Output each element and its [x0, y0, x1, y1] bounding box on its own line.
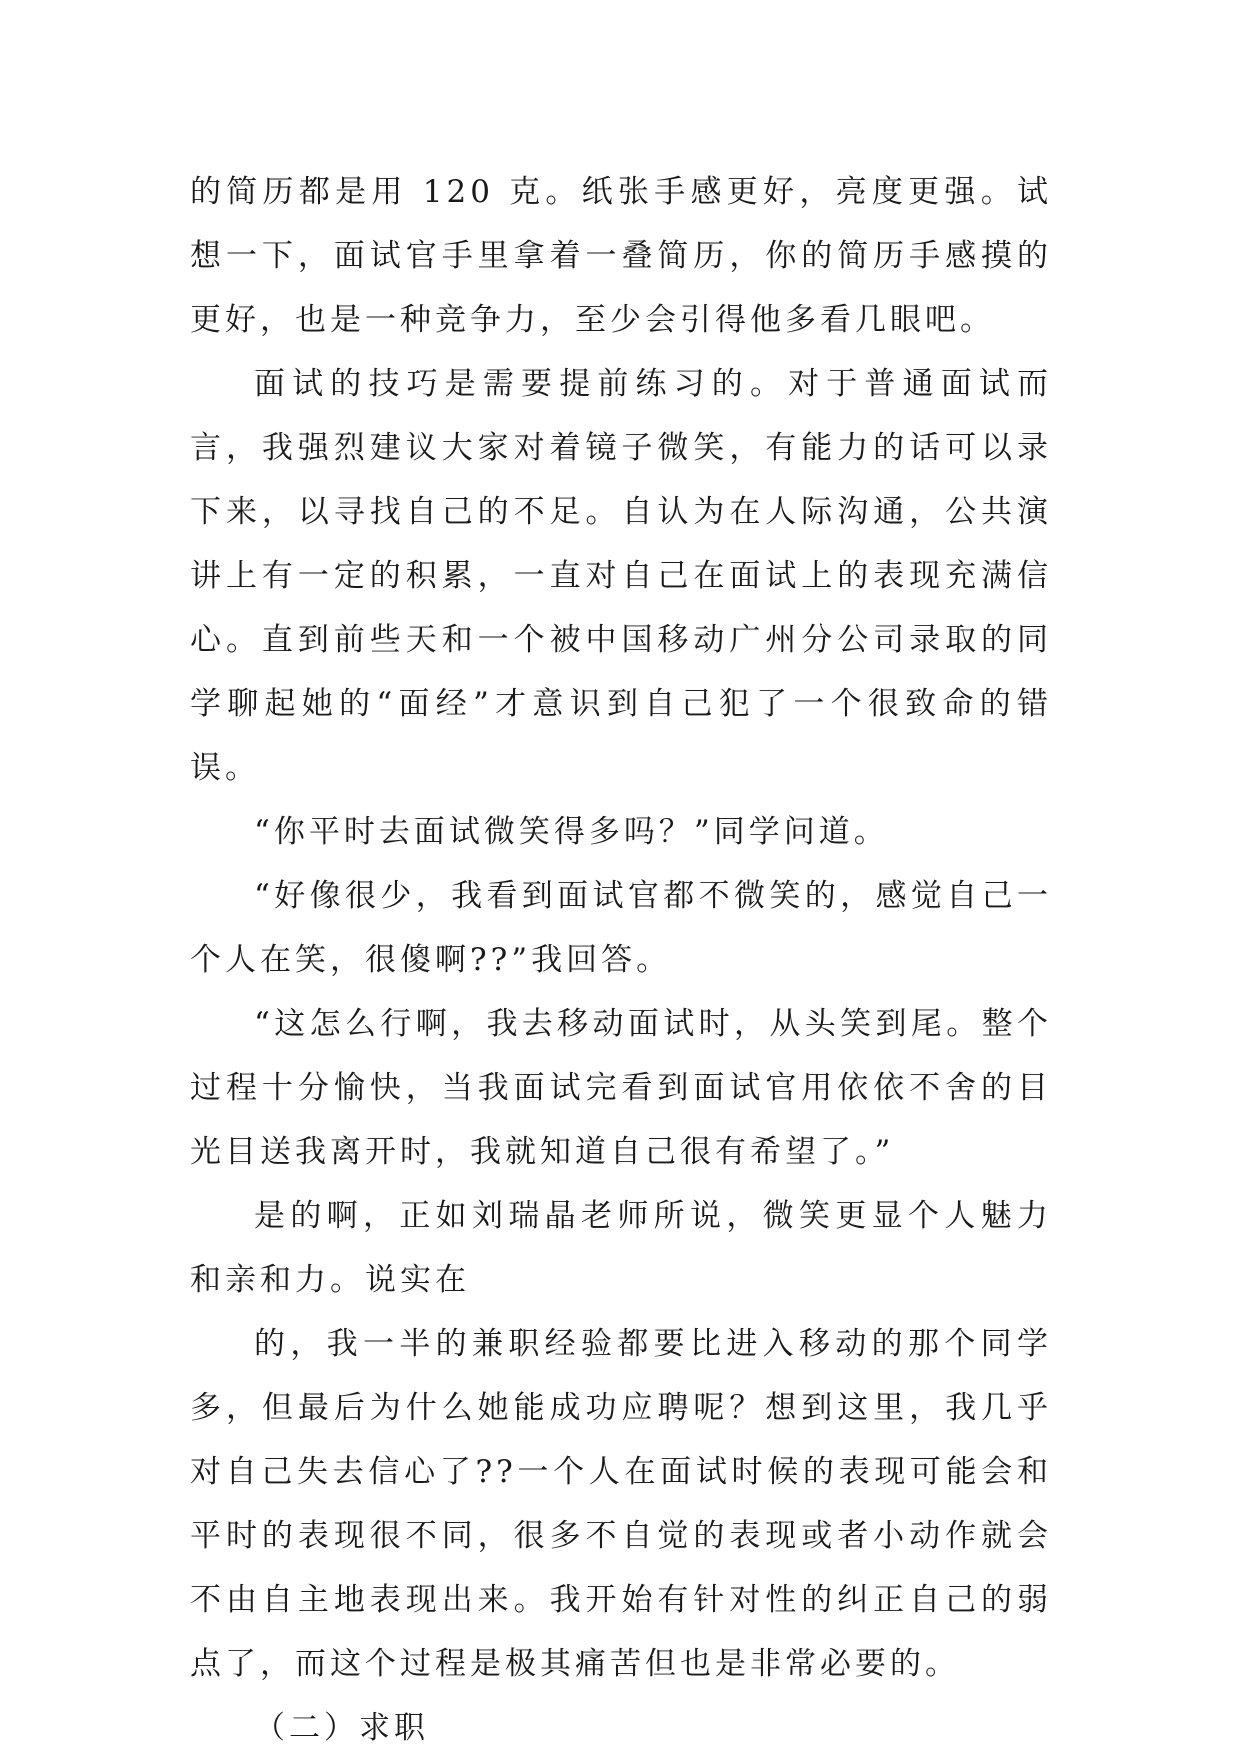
paragraph-3: “你平时去面试微笑得多吗？”同学问道。: [254, 814, 889, 850]
paragraph-4: “好像很少，我看到面试官都不微笑的，感觉自己一个人在笑，很傻啊??”我回答。: [190, 878, 1052, 978]
paragraph-5: “这怎么行啊，我去移动面试时，从头笑到尾。整个过程十分愉快，当我面试完看到面试官用依依不舍的目光目送我离开时，我就知道自己很有希望了。”: [190, 1006, 1052, 1170]
paragraph-7: 的，我一半的兼职经验都要比进入移动的那个同学多，但最后为什么她能成功应聘呢？想到这里，我几乎对自己失去信心了??一个人在面试时候的表现可能会和平时的表现很不同，很多不自觉的表现或者小动作就会不由自主地表现出来。我开始有针对性的纠正自己的弱点了，而这个过程是极其痛苦但也是非常必要的。: [190, 1326, 1052, 1682]
paragraph-6: 是的啊，正如刘瑞晶老师所说，微笑更显个人魅力和亲和力。说实在: [190, 1198, 1052, 1298]
paragraph-2: 面试的技巧是需要提前练习的。对于普通面试而言，我强烈建议大家对着镜子微笑，有能力的话可以录下来，以寻找自己的不足。自认为在人际沟通，公共演讲上有一定的积累，一直对自己在面试上的表现充满信心。直到前些天和一个被中国移动广州分公司录取的同学聊起她的“面经”才意识到自己犯了一个很致命的错误。: [190, 366, 1052, 786]
document-body: [190, 160, 1052, 1760]
section-heading: （二）求职: [254, 1710, 429, 1746]
paragraph-1: 的简历都是用 120 克。纸张手感更好，亮度更强。试想一下，面试官手里拿着一叠简历，你的简历手感摸的更好，也是一种竞争力，至少会引得他多看几眼吧。: [190, 174, 1052, 338]
